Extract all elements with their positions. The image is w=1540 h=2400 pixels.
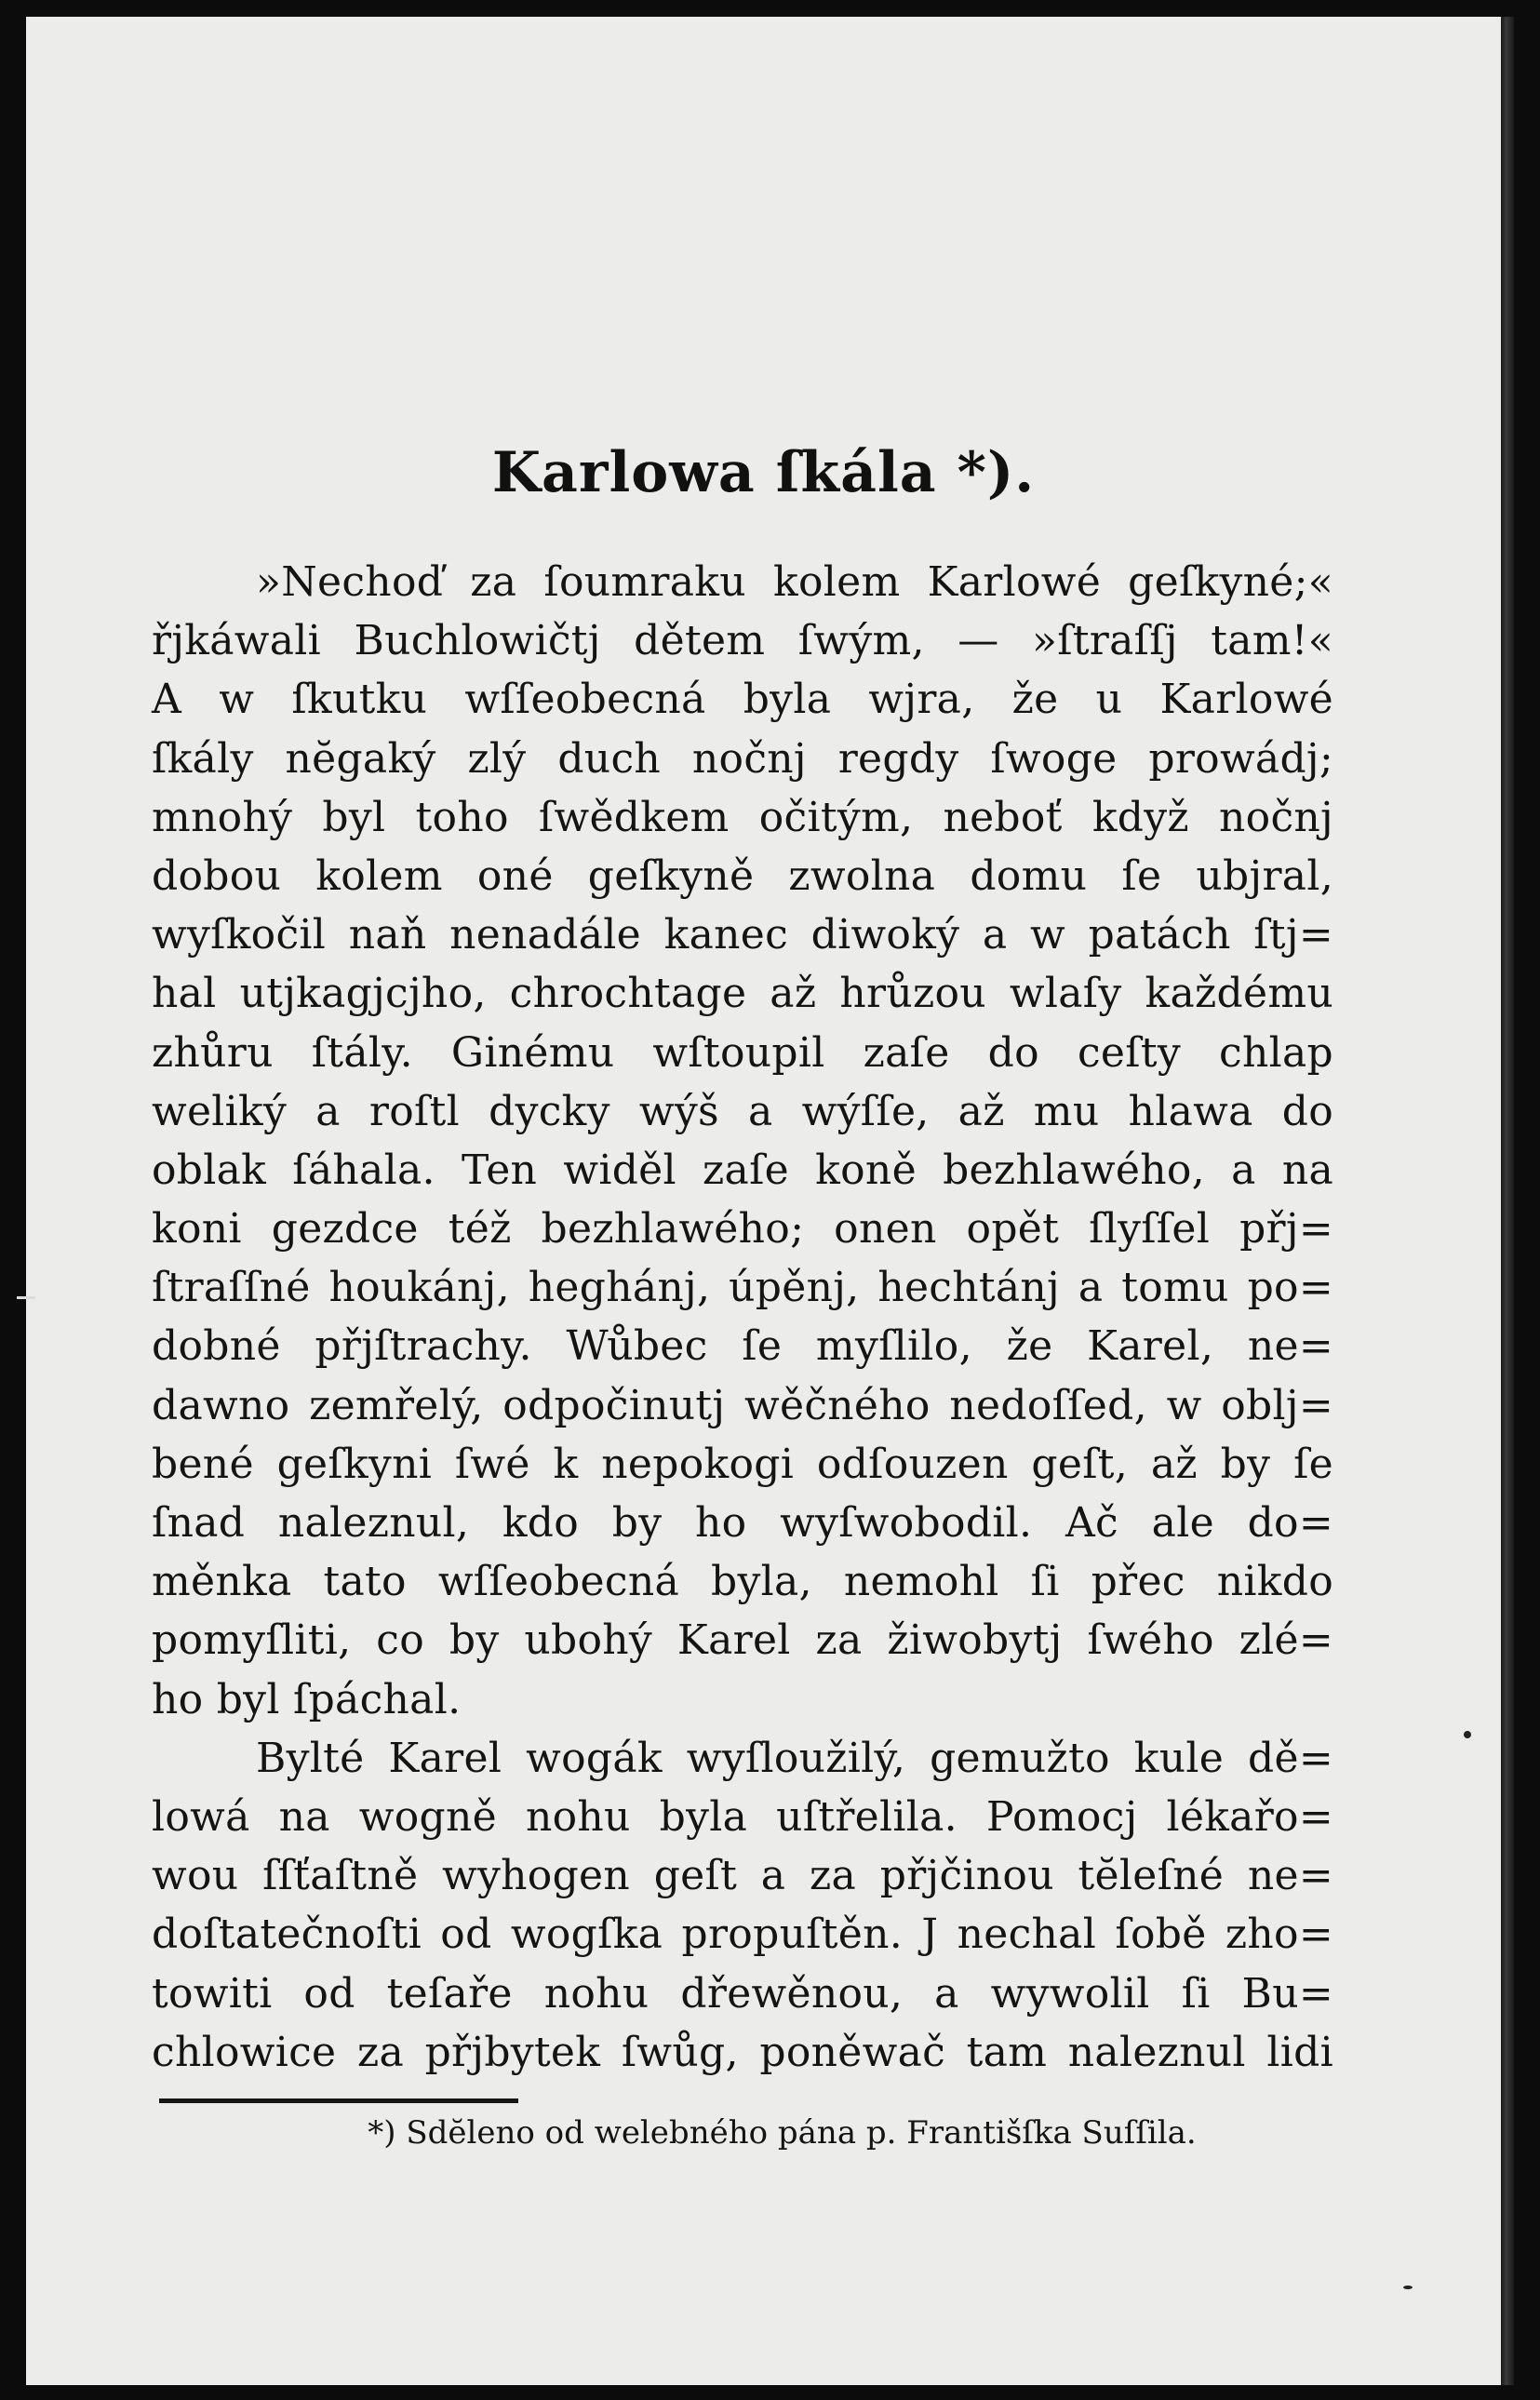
- text-line: A w ſkutku wſſeobecná byla wjra, že u Karlowé: [152, 676, 1333, 724]
- text-line: »Nechoď za ſoumraku kolem Karlowé geſkyné;«: [256, 558, 1333, 606]
- text-line: dobou kolem oné geſkyně zwolna domu ſe ubjral,: [152, 851, 1333, 900]
- text-line: měnka tato wſſeobecná byla, nemohl ſi přec nikdo: [152, 1558, 1333, 1606]
- text-line: towiti od teſaře nohu dřewěnou, a wywolil ſi Bu=: [152, 1969, 1333, 2018]
- paper-speck: [1403, 2286, 1413, 2289]
- text-line: zhůru ſtály. Ginému wſtoupil zaſe do ceſty chlap: [152, 1028, 1333, 1077]
- text-line: mnohý byl toho ſwědkem očitým, neboť když nočnj: [152, 793, 1333, 841]
- paper-speck: [1464, 1731, 1471, 1738]
- text-line: oblak ſáhala. Ten widěl zaſe koně bezhlawého, a na: [152, 1146, 1333, 1194]
- text-line: doſtatečnoſti od wogſka propuſtěn. J nechal ſobě zho=: [152, 1911, 1333, 1959]
- margin-mark: [17, 1296, 35, 1299]
- text-line: wyſkočil naň nenadále kanec diwoký a w patách ſtj=: [152, 911, 1333, 959]
- book-page: [26, 17, 1501, 2385]
- text-line: wou ſſťaſtně wyhogen geſt a za přjčinou tĕleſné ne=: [152, 1852, 1333, 1900]
- text-line: pomyſliti, co by ubohý Karel za žiwobytj ſwého zlé=: [152, 1616, 1333, 1665]
- text-line: lowá na wogně nohu byla uſtřelila. Pomocj lékařo=: [152, 1792, 1333, 1841]
- text-line: chlowice za přjbytek ſwůg, poněwač tam naleznul lidi: [152, 2028, 1333, 2076]
- footnote-rule: [159, 2098, 518, 2103]
- text-line: řjkáwali Buchlowičtj dětem ſwým, — »ſtraſſj tam!«: [152, 617, 1333, 665]
- body-text: [152, 553, 1333, 2082]
- text-line: ho byl ſpáchal.: [152, 1675, 462, 1723]
- chapter-title: Karlowa ſkála *).: [491, 440, 1036, 505]
- text-line: weliký a roſtl dycky wýš a wýſſe, až mu hlawa do: [152, 1087, 1333, 1135]
- text-line: ſkály nĕgaký zlý duch nočnj regdy ſwoge prowádj;: [152, 734, 1333, 783]
- text-line: bené geſkyni ſwé k nepokogi odſouzen geſt, až by ſe: [152, 1440, 1333, 1488]
- text-line: dawno zemřelý, odpočinutj wěčného nedoſſed, w oblj=: [152, 1381, 1333, 1429]
- text-line: dobné přjſtrachy. Wůbec ſe myſlilo, že Karel, ne=: [152, 1322, 1333, 1371]
- text-line: ſnad naleznul, kdo by ho wyſwobodil. Ač ale do=: [152, 1499, 1333, 1547]
- footnote: *) Sdĕleno od welebného pána p. Františſka Suſſila.: [368, 2114, 1197, 2152]
- text-line: ſtraſſné houkánj, heghánj, úpěnj, hechtánj a tomu po=: [152, 1264, 1333, 1312]
- text-line: hal utjkagjcjho, chrochtage až hrůzou wlaſy každému: [152, 970, 1333, 1018]
- text-line: Bylté Karel wogák wyſloužilý, gemužto kule dě=: [256, 1734, 1333, 1782]
- page-edge: [1501, 17, 1514, 2385]
- text-line: koni gezdce též bezhlawého; onen opět ſlyſſel přj=: [152, 1205, 1333, 1254]
